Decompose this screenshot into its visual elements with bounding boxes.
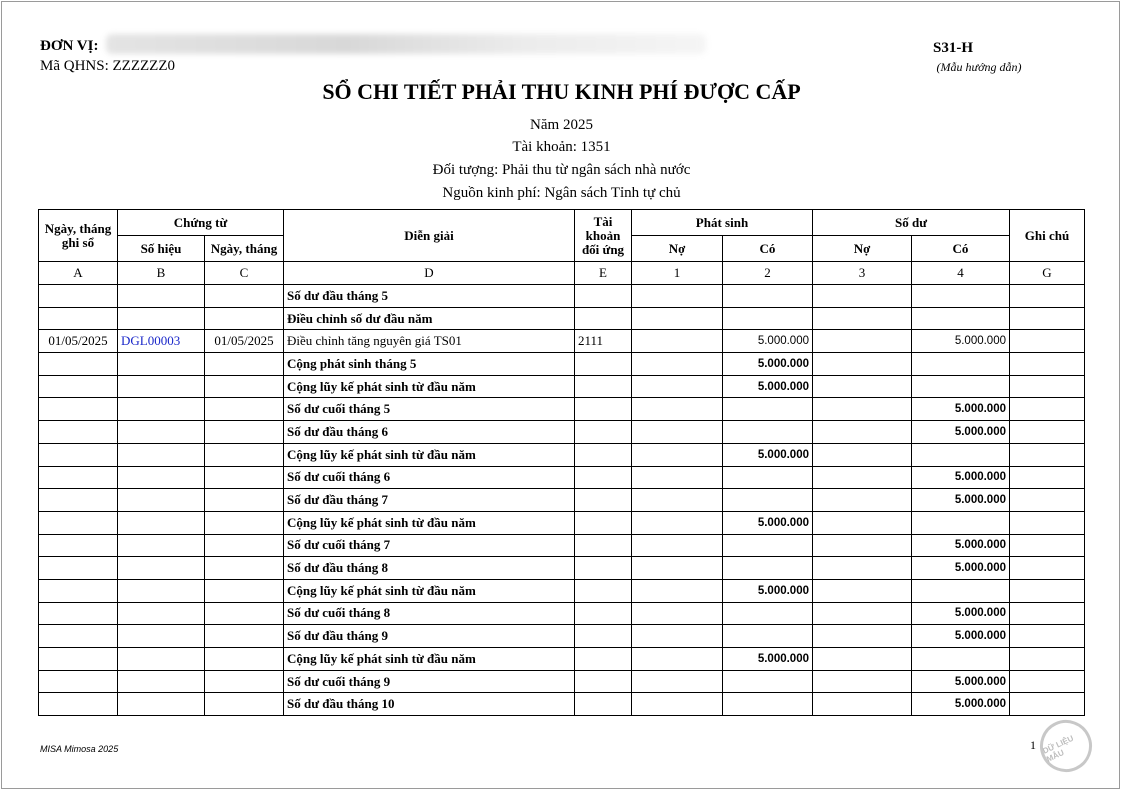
arising-credit-cell <box>723 534 813 557</box>
balance-credit-cell <box>912 648 1010 671</box>
description-cell: Số dư cuối tháng 9 <box>284 670 575 693</box>
voucher-no-cell <box>118 489 205 512</box>
sample-data-stamp-text: DỮ LIỆU MẪU <box>1041 733 1075 764</box>
counter-account-cell <box>575 602 632 625</box>
arising-credit-cell: 5.000.000 <box>723 511 813 534</box>
date-cell <box>39 285 118 308</box>
table-row <box>39 489 1085 512</box>
description-cell: Cộng lũy kế phát sinh từ đầu năm <box>284 443 575 466</box>
voucher-date-cell <box>205 625 284 648</box>
note-cell <box>1010 693 1085 716</box>
counter-account-cell <box>575 511 632 534</box>
counter-account-cell <box>575 648 632 671</box>
table-row <box>39 557 1085 580</box>
arising-debit-cell <box>632 557 723 580</box>
report-year: Năm 2025 <box>530 117 593 133</box>
arising-credit-cell <box>723 466 813 489</box>
balance-debit-cell <box>813 375 912 398</box>
arising-credit-cell <box>723 307 813 330</box>
date-cell: 01/05/2025 <box>39 330 118 353</box>
arising-credit-cell: 5.000.000 <box>723 330 813 353</box>
voucher-date-cell <box>205 443 284 466</box>
software-footer: MISA Mimosa 2025 <box>40 744 119 754</box>
col-note-header: Ghi chú <box>1010 210 1085 262</box>
arising-debit-cell <box>632 534 723 557</box>
voucher-no-cell <box>118 602 205 625</box>
balance-debit-cell <box>813 693 912 716</box>
table-row <box>39 579 1085 602</box>
description-cell: Cộng lũy kế phát sinh từ đầu năm <box>284 579 575 602</box>
voucher-no-cell <box>118 466 205 489</box>
table-row <box>39 353 1085 376</box>
voucher-no-cell <box>118 579 205 602</box>
unit-label: ĐƠN VỊ: <box>40 38 99 54</box>
counter-account-cell <box>575 443 632 466</box>
counter-account-cell <box>575 625 632 648</box>
voucher-date-cell <box>205 602 284 625</box>
voucher-no-cell <box>118 398 205 421</box>
balance-credit-cell <box>912 353 1010 376</box>
table-row <box>39 534 1085 557</box>
date-cell <box>39 557 118 580</box>
balance-debit-cell <box>813 353 912 376</box>
form-note: (Mẫu hướng dẫn) <box>936 60 1022 74</box>
report-source: Nguồn kinh phí: Ngân sách Tỉnh tự chủ <box>442 185 681 201</box>
voucher-no-cell <box>118 670 205 693</box>
description-cell: Cộng phát sinh tháng 5 <box>284 353 575 376</box>
voucher-date-cell: 01/05/2025 <box>205 330 284 353</box>
table-row <box>39 421 1085 444</box>
arising-credit-cell <box>723 602 813 625</box>
arising-debit-cell <box>632 307 723 330</box>
balance-credit-cell: 5.000.000 <box>912 466 1010 489</box>
col-balance-credit-header: Có <box>912 236 1010 262</box>
voucher-no-cell <box>118 353 205 376</box>
voucher-date-cell <box>205 285 284 308</box>
counter-account-cell <box>575 353 632 376</box>
col-voucher-no-header: Số hiệu <box>118 236 205 262</box>
description-cell: Số dư đầu tháng 5 <box>284 285 575 308</box>
arising-debit-cell <box>632 511 723 534</box>
voucher-date-cell <box>205 511 284 534</box>
column-index-cell: 4 <box>912 262 1010 285</box>
column-index-cell: E <box>575 262 632 285</box>
note-cell <box>1010 489 1085 512</box>
arising-credit-cell: 5.000.000 <box>723 648 813 671</box>
description-cell: Số dư đầu tháng 10 <box>284 693 575 716</box>
voucher-no-cell <box>118 375 205 398</box>
arising-credit-cell <box>723 421 813 444</box>
voucher-no-cell <box>118 421 205 444</box>
arising-debit-cell <box>632 375 723 398</box>
table-row <box>39 648 1085 671</box>
arising-credit-cell <box>723 670 813 693</box>
arising-credit-cell <box>723 625 813 648</box>
balance-debit-cell <box>813 421 912 444</box>
col-date-header: Ngày, tháng ghi sổ <box>39 210 118 262</box>
column-index-cell: 2 <box>723 262 813 285</box>
description-cell: Cộng lũy kế phát sinh từ đầu năm <box>284 511 575 534</box>
balance-debit-cell <box>813 466 912 489</box>
description-cell: Số dư cuối tháng 8 <box>284 602 575 625</box>
balance-credit-cell <box>912 307 1010 330</box>
note-cell <box>1010 285 1085 308</box>
col-arising-debit-header: Nợ <box>632 236 723 262</box>
arising-debit-cell <box>632 421 723 444</box>
table-row <box>39 466 1085 489</box>
col-arising-credit-header: Có <box>723 236 813 262</box>
counter-account-cell: 2111 <box>575 330 632 353</box>
counter-account-cell <box>575 375 632 398</box>
date-cell <box>39 625 118 648</box>
balance-debit-cell <box>813 557 912 580</box>
voucher-date-cell <box>205 534 284 557</box>
description-cell: Số dư đầu tháng 8 <box>284 557 575 580</box>
voucher-date-cell <box>205 648 284 671</box>
table-row <box>39 330 1085 353</box>
note-cell <box>1010 421 1085 444</box>
counter-account-cell <box>575 489 632 512</box>
voucher-date-cell <box>205 557 284 580</box>
date-cell <box>39 511 118 534</box>
date-cell <box>39 353 118 376</box>
table-row <box>39 398 1085 421</box>
balance-debit-cell <box>813 579 912 602</box>
note-cell <box>1010 307 1085 330</box>
counter-account-cell <box>575 285 632 308</box>
column-index-cell: D <box>284 262 575 285</box>
voucher-no-cell[interactable]: DGL00003 <box>118 330 205 353</box>
balance-debit-cell <box>813 330 912 353</box>
balance-debit-cell <box>813 285 912 308</box>
balance-debit-cell <box>813 511 912 534</box>
arising-debit-cell <box>632 443 723 466</box>
note-cell <box>1010 466 1085 489</box>
balance-debit-cell <box>813 307 912 330</box>
balance-credit-cell: 5.000.000 <box>912 421 1010 444</box>
balance-credit-cell: 5.000.000 <box>912 534 1010 557</box>
col-arising-header: Phát sinh <box>632 210 813 236</box>
arising-debit-cell <box>632 670 723 693</box>
qhns-code: Mã QHNS: ZZZZZZ0 <box>40 58 175 74</box>
counter-account-cell <box>575 579 632 602</box>
balance-credit-cell <box>912 579 1010 602</box>
balance-credit-cell <box>912 511 1010 534</box>
redacted-unit-name <box>106 34 706 54</box>
date-cell <box>39 443 118 466</box>
voucher-date-cell <box>205 693 284 716</box>
date-cell <box>39 307 118 330</box>
note-cell <box>1010 602 1085 625</box>
arising-credit-cell <box>723 285 813 308</box>
description-cell: Số dư đầu tháng 9 <box>284 625 575 648</box>
voucher-date-cell <box>205 579 284 602</box>
column-index-cell: B <box>118 262 205 285</box>
voucher-date-cell <box>205 489 284 512</box>
col-desc-header: Diễn giải <box>284 210 575 262</box>
ledger-table <box>38 209 1085 716</box>
balance-debit-cell <box>813 602 912 625</box>
date-cell <box>39 534 118 557</box>
col-balance-header: Số dư <box>813 210 1010 236</box>
balance-debit-cell <box>813 625 912 648</box>
date-cell <box>39 579 118 602</box>
arising-credit-cell <box>723 557 813 580</box>
balance-credit-cell: 5.000.000 <box>912 693 1010 716</box>
balance-debit-cell <box>813 534 912 557</box>
col-voucher-header: Chứng từ <box>118 210 284 236</box>
date-cell <box>39 693 118 716</box>
report-title: SỔ CHI TIẾT PHẢI THU KINH PHÍ ĐƯỢC CẤP <box>322 79 801 104</box>
arising-credit-cell: 5.000.000 <box>723 443 813 466</box>
arising-credit-cell: 5.000.000 <box>723 353 813 376</box>
balance-debit-cell <box>813 489 912 512</box>
note-cell <box>1010 511 1085 534</box>
note-cell <box>1010 375 1085 398</box>
arising-debit-cell <box>632 693 723 716</box>
balance-credit-cell: 5.000.000 <box>912 398 1010 421</box>
voucher-date-cell <box>205 307 284 330</box>
balance-credit-cell: 5.000.000 <box>912 557 1010 580</box>
table-row <box>39 443 1085 466</box>
note-cell <box>1010 353 1085 376</box>
voucher-no-cell <box>118 625 205 648</box>
date-cell <box>39 375 118 398</box>
arising-debit-cell <box>632 398 723 421</box>
report-account: Tài khoản: 1351 <box>512 139 611 155</box>
arising-debit-cell <box>632 489 723 512</box>
arising-debit-cell <box>632 285 723 308</box>
col-account-header: Tài khoản đối ứng <box>575 210 632 262</box>
note-cell <box>1010 670 1085 693</box>
description-cell: Số dư đầu tháng 6 <box>284 421 575 444</box>
voucher-date-cell <box>205 353 284 376</box>
note-cell <box>1010 648 1085 671</box>
counter-account-cell <box>575 670 632 693</box>
voucher-no-cell <box>118 285 205 308</box>
voucher-no-cell <box>118 648 205 671</box>
balance-credit-cell: 5.000.000 <box>912 625 1010 648</box>
date-cell <box>39 670 118 693</box>
balance-debit-cell <box>813 670 912 693</box>
note-cell <box>1010 330 1085 353</box>
note-cell <box>1010 625 1085 648</box>
description-cell: Số dư đầu tháng 7 <box>284 489 575 512</box>
description-cell: Cộng lũy kế phát sinh từ đầu năm <box>284 375 575 398</box>
arising-credit-cell <box>723 489 813 512</box>
counter-account-cell <box>575 534 632 557</box>
date-cell <box>39 489 118 512</box>
arising-credit-cell: 5.000.000 <box>723 579 813 602</box>
arising-debit-cell <box>632 648 723 671</box>
voucher-no-cell <box>118 693 205 716</box>
voucher-date-cell <box>205 421 284 444</box>
column-index-cell: G <box>1010 262 1085 285</box>
balance-credit-cell: 5.000.000 <box>912 330 1010 353</box>
balance-credit-cell <box>912 375 1010 398</box>
note-cell <box>1010 443 1085 466</box>
arising-credit-cell <box>723 398 813 421</box>
table-row <box>39 625 1085 648</box>
note-cell <box>1010 557 1085 580</box>
col-balance-debit-header: Nợ <box>813 236 912 262</box>
voucher-date-cell <box>205 398 284 421</box>
voucher-date-cell <box>205 466 284 489</box>
table-row <box>39 602 1085 625</box>
voucher-date-cell <box>205 670 284 693</box>
table-row <box>39 375 1085 398</box>
voucher-no-cell <box>118 557 205 580</box>
balance-credit-cell: 5.000.000 <box>912 670 1010 693</box>
balance-credit-cell: 5.000.000 <box>912 602 1010 625</box>
note-cell <box>1010 534 1085 557</box>
col-voucher-date-header: Ngày, tháng <box>205 236 284 262</box>
date-cell <box>39 602 118 625</box>
table-row <box>39 307 1085 330</box>
description-cell: Điều chỉnh số dư đầu năm <box>284 307 575 330</box>
counter-account-cell <box>575 398 632 421</box>
voucher-no-cell <box>118 307 205 330</box>
table-row <box>39 670 1085 693</box>
counter-account-cell <box>575 421 632 444</box>
balance-debit-cell <box>813 398 912 421</box>
description-cell: Số dư cuối tháng 6 <box>284 466 575 489</box>
table-row <box>39 511 1085 534</box>
column-index-row <box>39 262 1085 285</box>
arising-debit-cell <box>632 353 723 376</box>
arising-debit-cell <box>632 625 723 648</box>
voucher-date-cell <box>205 375 284 398</box>
arising-credit-cell <box>723 693 813 716</box>
counter-account-cell <box>575 466 632 489</box>
date-cell <box>39 648 118 671</box>
date-cell <box>39 421 118 444</box>
description-cell: Điều chỉnh tăng nguyên giá TS01 <box>284 330 575 353</box>
arising-debit-cell <box>632 466 723 489</box>
column-index-cell: C <box>205 262 284 285</box>
counter-account-cell <box>575 693 632 716</box>
form-code: S31-H <box>932 40 973 56</box>
arising-debit-cell <box>632 330 723 353</box>
counter-account-cell <box>575 307 632 330</box>
date-cell <box>39 466 118 489</box>
table-row <box>39 693 1085 716</box>
balance-debit-cell <box>813 443 912 466</box>
balance-credit-cell: 5.000.000 <box>912 489 1010 512</box>
column-index-cell: 3 <box>813 262 912 285</box>
counter-account-cell <box>575 557 632 580</box>
arising-credit-cell: 5.000.000 <box>723 375 813 398</box>
page-number: 1 <box>1030 738 1036 752</box>
note-cell <box>1010 579 1085 602</box>
balance-credit-cell <box>912 285 1010 308</box>
balance-debit-cell <box>813 648 912 671</box>
date-cell <box>39 398 118 421</box>
voucher-no-cell <box>118 534 205 557</box>
note-cell <box>1010 398 1085 421</box>
description-cell: Số dư cuối tháng 7 <box>284 534 575 557</box>
arising-debit-cell <box>632 602 723 625</box>
table-row <box>39 285 1085 308</box>
arising-debit-cell <box>632 579 723 602</box>
description-cell: Cộng lũy kế phát sinh từ đầu năm <box>284 648 575 671</box>
column-index-cell: A <box>39 262 118 285</box>
description-cell: Số dư cuối tháng 5 <box>284 398 575 421</box>
voucher-no-cell <box>118 443 205 466</box>
voucher-no-cell <box>118 511 205 534</box>
column-index-cell: 1 <box>632 262 723 285</box>
report-object: Đối tượng: Phải thu từ ngân sách nhà nước <box>432 162 691 178</box>
balance-credit-cell <box>912 443 1010 466</box>
